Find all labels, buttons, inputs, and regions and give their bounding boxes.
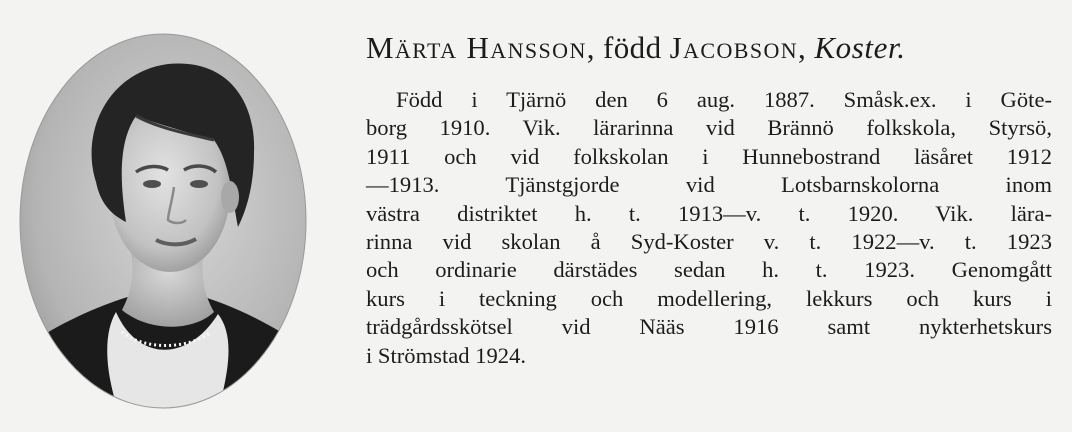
biography-line: trädgårdsskötsel vid Nääs 1916 samt nykterhetskurs <box>366 314 1052 340</box>
biography-line: västra distriktet h. t. 1913—v. t. 1920. Vik. lära- <box>366 200 1052 226</box>
maiden-name: Jacobson <box>669 30 799 65</box>
biography-line: kurs i teckning och modellering, lekkurs och kurs i <box>366 285 1052 311</box>
person-name: Märta Hansson <box>366 30 587 65</box>
entry-heading <box>366 28 1056 68</box>
biography-line: 1911 och vid folkskolan i Hunnebostrand läsåret 1912 <box>366 143 1052 169</box>
born-word: född <box>603 30 662 65</box>
portrait-photo <box>18 32 308 410</box>
heading-separator: , <box>586 30 604 65</box>
heading-space <box>661 30 669 65</box>
biography-line: —1913. Tjänstgjorde vid Lotsbarnskolorna inom <box>366 172 1052 198</box>
biography-text <box>366 86 1052 370</box>
biography-line: borg 1910. Vik. lärarinna vid Brännö folkskola, Styrsö, <box>366 115 1052 141</box>
biography-line: Född i Tjärnö den 6 aug. 1887. Småsk.ex. i Göte- <box>396 87 1052 112</box>
biography-line: i Strömstad 1924. <box>366 342 527 368</box>
heading-separator: , <box>798 30 815 65</box>
place-name: Koster. <box>814 30 906 65</box>
biography-line: rinna vid skolan å Syd-Koster v. t. 1922—v. t. 1923 <box>366 228 1052 254</box>
portrait-oval-icon <box>18 32 308 410</box>
biography-line: och ordinarie därstädes sedan h. t. 1923. Genomgått <box>366 257 1052 283</box>
